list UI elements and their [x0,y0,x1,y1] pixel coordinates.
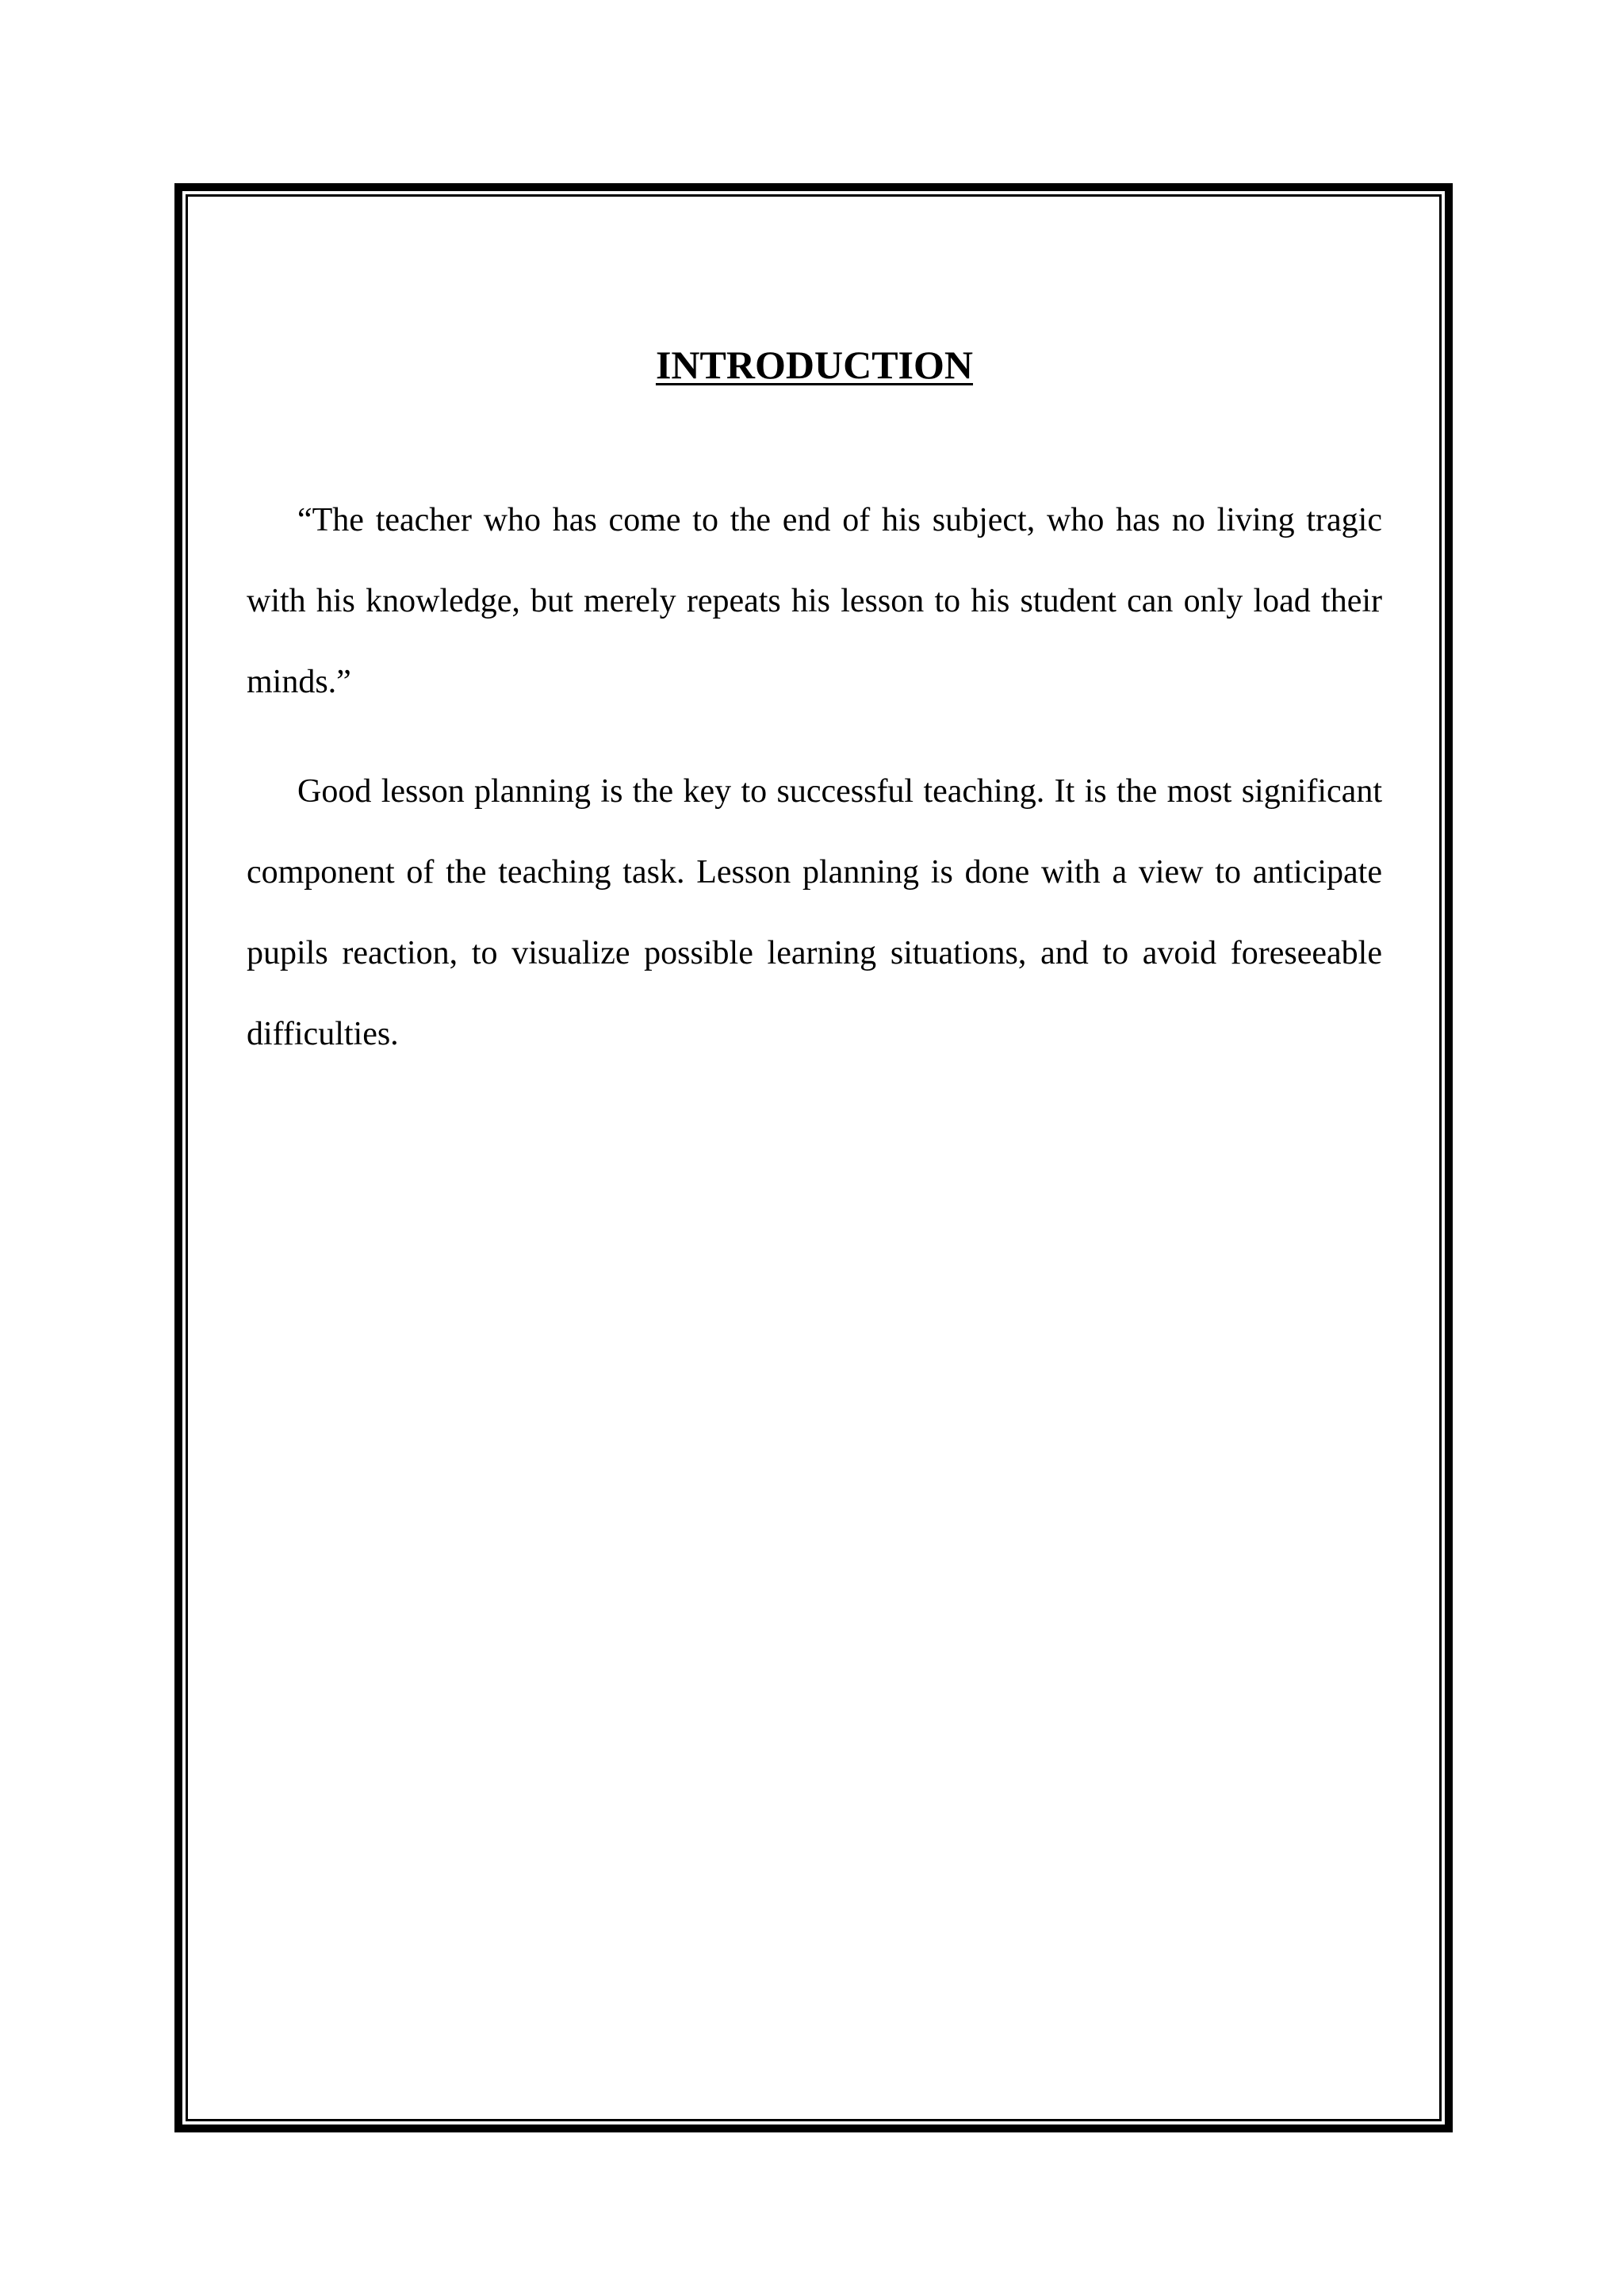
body-paragraph: Good lesson planning is the key to successful teaching. It is the most significant component of the teaching task. Lesson planning is done with a view to anticipate pupils reaction, to visualize possible learning situations, and to avoid foreseeable difficulties. [247,773,1382,1052]
quote-paragraph: “The teacher who has come to the end of his subject, who has no living tragic with his knowledge, but merely repeats his lesson to his student can only load their minds.” [247,502,1382,700]
page-content [247,341,1382,1103]
page-title: INTRODUCTION [655,343,974,387]
